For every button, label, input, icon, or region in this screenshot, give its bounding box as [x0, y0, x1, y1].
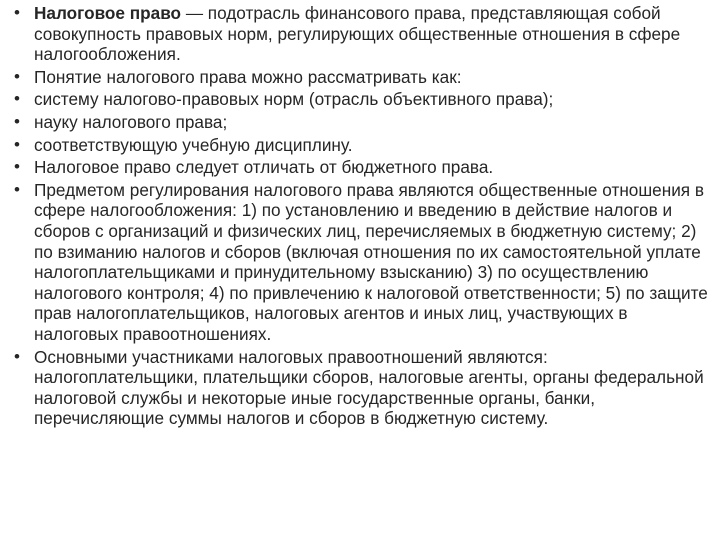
list-item: [14, 89, 712, 110]
bullet-dot: •: [14, 134, 20, 154]
bullet-dot: •: [14, 3, 20, 22]
list-item-text: Предметом регулирования налогового права являются общественные отношения в сфере налогообложения: 1) по установлению и введению в действие налогов и сборов с организаций и физических лиц, перечисляемых в бюджетную систему; 2) по взиманию налогов и сборов (включая отношения по их самостоятельной уплате налогоплательщиками и принудительному взысканию) 3) по осуществлению налогового контроля; 4) по привлечению к налоговой ответственности; 5) по защите прав налогоплательщиков, налоговых агентов и иных лиц, участвующих в налоговых правоотношениях.: [34, 179, 708, 344]
bullet-dot: •: [14, 111, 20, 131]
bullet-dot: •: [14, 346, 20, 366]
bullet-list: [14, 3, 712, 431]
bullet-dot: •: [14, 89, 20, 109]
bullet-dot: •: [14, 157, 20, 177]
bullet-dot: •: [14, 179, 20, 199]
list-item-text: Понятие налогового права можно рассматривать как:: [34, 66, 462, 87]
list-item: [14, 135, 712, 156]
list-item-text: науку налогового права;: [34, 111, 228, 132]
term-heading: Налоговое право: [34, 3, 182, 23]
list-item: [14, 3, 712, 65]
list-item: [14, 180, 712, 345]
list-item-text: соответствующую учебную дисциплину.: [34, 134, 353, 155]
list-item: [14, 157, 712, 178]
list-item: [14, 347, 712, 429]
list-item-text: Основными участниками налоговых правоотношений являются: налогоплательщики, плательщики сборов, налоговые агенты, органы федеральной налоговой службы и некоторые иные государственные органы, банки, перечисляющие суммы налогов и сборов в бюджетную систему.: [34, 346, 704, 429]
list-item-text: — подотрасль финансового права, представляющая собой совокупность правовых норм, регулирующих общественные отношения в сфере налогообложения.: [34, 3, 681, 65]
list-item: [14, 67, 712, 88]
bullet-dot: •: [14, 66, 20, 86]
list-item-text: систему налогово-правовых норм (отрасль объективного права);: [34, 89, 554, 110]
list-item: [14, 112, 712, 133]
list-item-text: Налоговое право следует отличать от бюджетного права.: [34, 157, 494, 178]
